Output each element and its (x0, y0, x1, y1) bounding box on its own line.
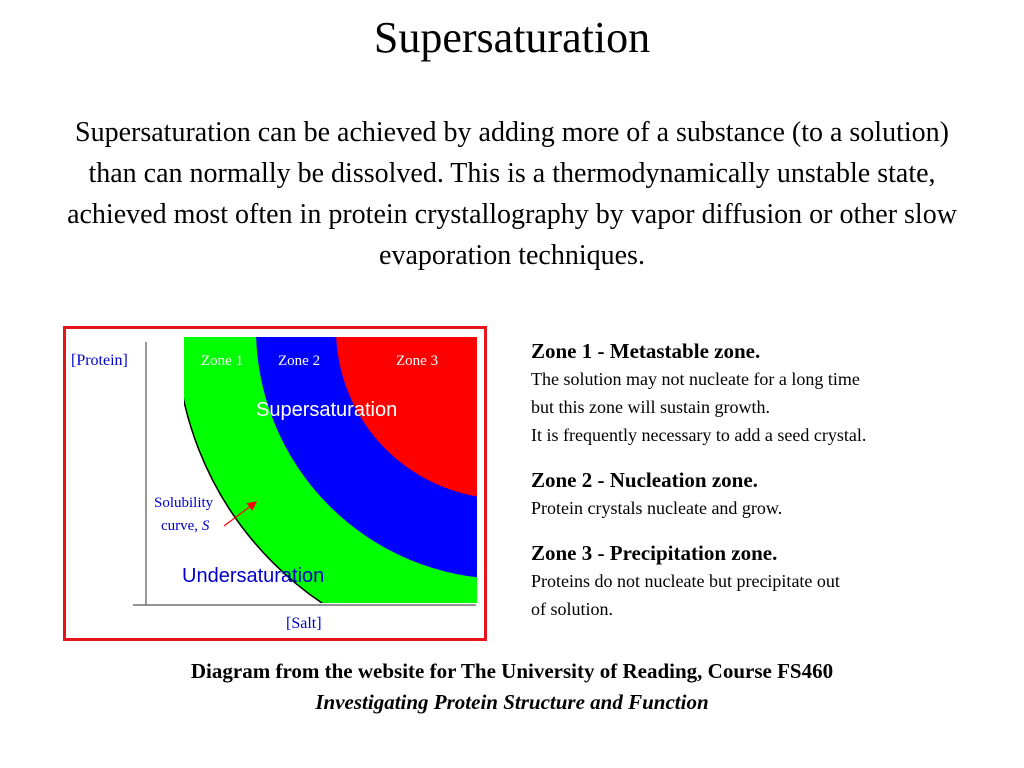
zone1-line: but this zone will sustain growth. (531, 397, 770, 417)
zone3-description (531, 539, 1001, 623)
solubility-label-line1: Solubility (154, 495, 214, 511)
solubility-label (154, 495, 217, 534)
y-axis-label: [Protein] (71, 352, 128, 369)
solubility-label-line2 (161, 518, 210, 534)
phase-diagram (63, 326, 487, 641)
zone2-description (531, 466, 1001, 522)
undersaturation-label: Undersaturation (182, 565, 325, 587)
zone2-label: Zone 2 (278, 353, 321, 369)
zone1-description (531, 337, 1001, 449)
zone1-line: It is frequently necessary to add a seed crystal. (531, 425, 867, 445)
zone3-label: Zone 3 (396, 353, 439, 369)
x-axis-label: [Salt] (286, 615, 322, 632)
caption-line1: Diagram from the website for The University of Reading, Course FS460 (190, 659, 834, 683)
zone2-line: Protein crystals nucleate and grow. (531, 498, 783, 518)
zone3-line: Proteins do not nucleate but precipitate out (531, 571, 840, 591)
zone1-line: The solution may not nucleate for a long time (531, 369, 860, 389)
phase-diagram-svg (66, 329, 484, 638)
supersaturation-label: Supersaturation (256, 399, 398, 421)
page-title: Supersaturation (373, 13, 651, 62)
zone1-heading: Zone 1 - Metastable zone. (531, 339, 761, 363)
solubility-symbol: S (201, 518, 210, 534)
caption-line2: Investigating Protein Structure and Function (315, 690, 709, 714)
zone2-heading: Zone 2 - Nucleation zone. (531, 468, 758, 492)
zone1-label: Zone 1 (201, 353, 244, 369)
zone-descriptions (531, 337, 1001, 640)
figure-caption (0, 656, 1024, 718)
zone3-line: of solution. (531, 599, 614, 619)
solubility-label-text: curve, (161, 518, 202, 534)
zone3-heading: Zone 3 - Precipitation zone. (531, 541, 778, 565)
intro-paragraph: Supersaturation can be achieved by adding more of a substance (to a solution) than can normally be dissolved. This is a thermodynamically unstable state, achieved most often in protein crystallography by vapor diffusion or other slow evaporation techniques. (67, 117, 957, 271)
